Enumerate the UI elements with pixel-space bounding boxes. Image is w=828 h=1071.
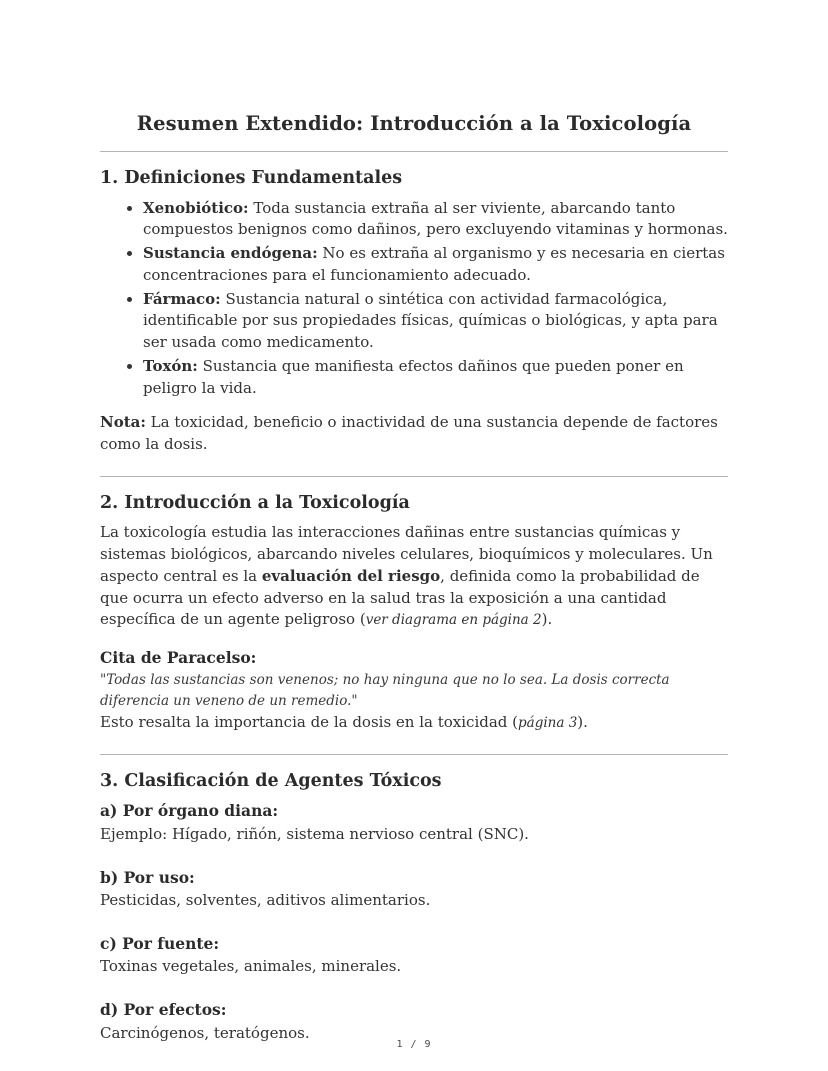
list-item <box>143 289 728 354</box>
term-label: Fármaco: <box>143 289 221 308</box>
subsection-text: Pesticidas, solventes, aditivos alimentarios. <box>100 891 431 910</box>
subsection-label: b) Por uso: <box>100 867 195 887</box>
section-introduccion <box>100 491 728 734</box>
definitions-list <box>100 198 728 400</box>
intro-text: La toxicología estudia las interacciones dañinas entre sustancias químicas y sistemas biológicos, abarcando niveles celulares, bioquímicos y moleculares. Un aspecto central es la <box>100 523 713 585</box>
conclusion-text: ). <box>577 713 588 732</box>
risk-evaluation-term: evaluación del riesgo <box>261 566 441 585</box>
document-content <box>100 110 728 1065</box>
term-label: Sustancia endógena: <box>143 244 318 263</box>
page-number: 1 / 9 <box>396 1039 432 1050</box>
subsection-text: Toxinas vegetales, animales, minerales. <box>100 957 402 976</box>
note-paragraph <box>100 412 728 456</box>
diagram-reference: ver diagrama en página 2 <box>365 612 542 629</box>
subsection-fuente <box>100 933 728 978</box>
subsection-label: c) Por fuente: <box>100 933 220 953</box>
subsection-efectos <box>100 999 728 1044</box>
section-clasificacion <box>100 769 728 1044</box>
term-label: Xenobiótico: <box>143 198 249 217</box>
page-reference: página 3 <box>518 715 578 732</box>
section-definiciones <box>100 166 728 456</box>
intro-paragraph <box>100 522 728 631</box>
conclusion-text: Esto resalta la importancia de la dosis en la toxicidad ( <box>100 713 519 732</box>
paracelsus-quote-block <box>100 647 728 734</box>
section-1-heading: 1. Definiciones Fundamentales <box>100 168 403 189</box>
quote-text: "Todas las sustancias son venenos; no hay ninguna que no lo sea. La dosis correcta diferencia un veneno de un remedio." <box>100 672 670 710</box>
subsection-uso <box>100 867 728 912</box>
subsection-organo-diana <box>100 800 728 845</box>
title-divider <box>100 151 728 152</box>
quote-heading: Cita de Paracelso: <box>100 648 257 668</box>
quote-conclusion <box>100 712 728 734</box>
page-title: Resumen Extendido: Introducción a la Toxicología <box>136 112 692 135</box>
list-item <box>143 356 728 400</box>
list-item <box>143 198 728 242</box>
subsection-label: d) Por efectos: <box>100 1000 227 1020</box>
intro-text: , definida como la probabilidad de que ocurra un efecto adverso en la salud tras la exposición a una cantidad específica de un agente peligroso ( <box>100 566 700 629</box>
subsection-text: Carcinógenos, teratógenos. <box>100 1023 310 1042</box>
section-divider <box>100 476 728 477</box>
section-2-heading: 2. Introducción a la Toxicología <box>100 492 410 513</box>
section-3-heading: 3. Clasificación de Agentes Tóxicos <box>100 771 442 792</box>
term-definition: Sustancia natural o sintética con actividad farmacológica, identificable por sus propiedades físicas, químicas o biológicas, y apta para ser usada como medicamento. <box>143 289 718 352</box>
list-item <box>143 243 728 287</box>
term-definition: Toda sustancia extraña al ser viviente, abarcando tanto compuestos benignos como dañinos, pero excluyendo vitaminas y hormonas. <box>143 198 728 239</box>
note-text: La toxicidad, beneficio o inactividad de una sustancia depende de factores como la dosis. <box>100 413 718 454</box>
subsection-text: Ejemplo: Hígado, riñón, sistema nervioso central (SNC). <box>100 824 529 843</box>
term-definition: No es extraña al organismo y es necesaria en ciertas concentraciones para el funcionamiento adecuado. <box>143 244 725 284</box>
intro-text: ). <box>541 610 553 629</box>
subsection-label: a) Por órgano diana: <box>100 801 279 821</box>
section-divider <box>100 754 728 755</box>
term-definition: Sustancia que manifiesta efectos dañinos que pueden poner en peligro la vida. <box>143 356 684 397</box>
note-label: Nota: <box>100 413 146 432</box>
term-label: Toxón: <box>143 356 198 375</box>
